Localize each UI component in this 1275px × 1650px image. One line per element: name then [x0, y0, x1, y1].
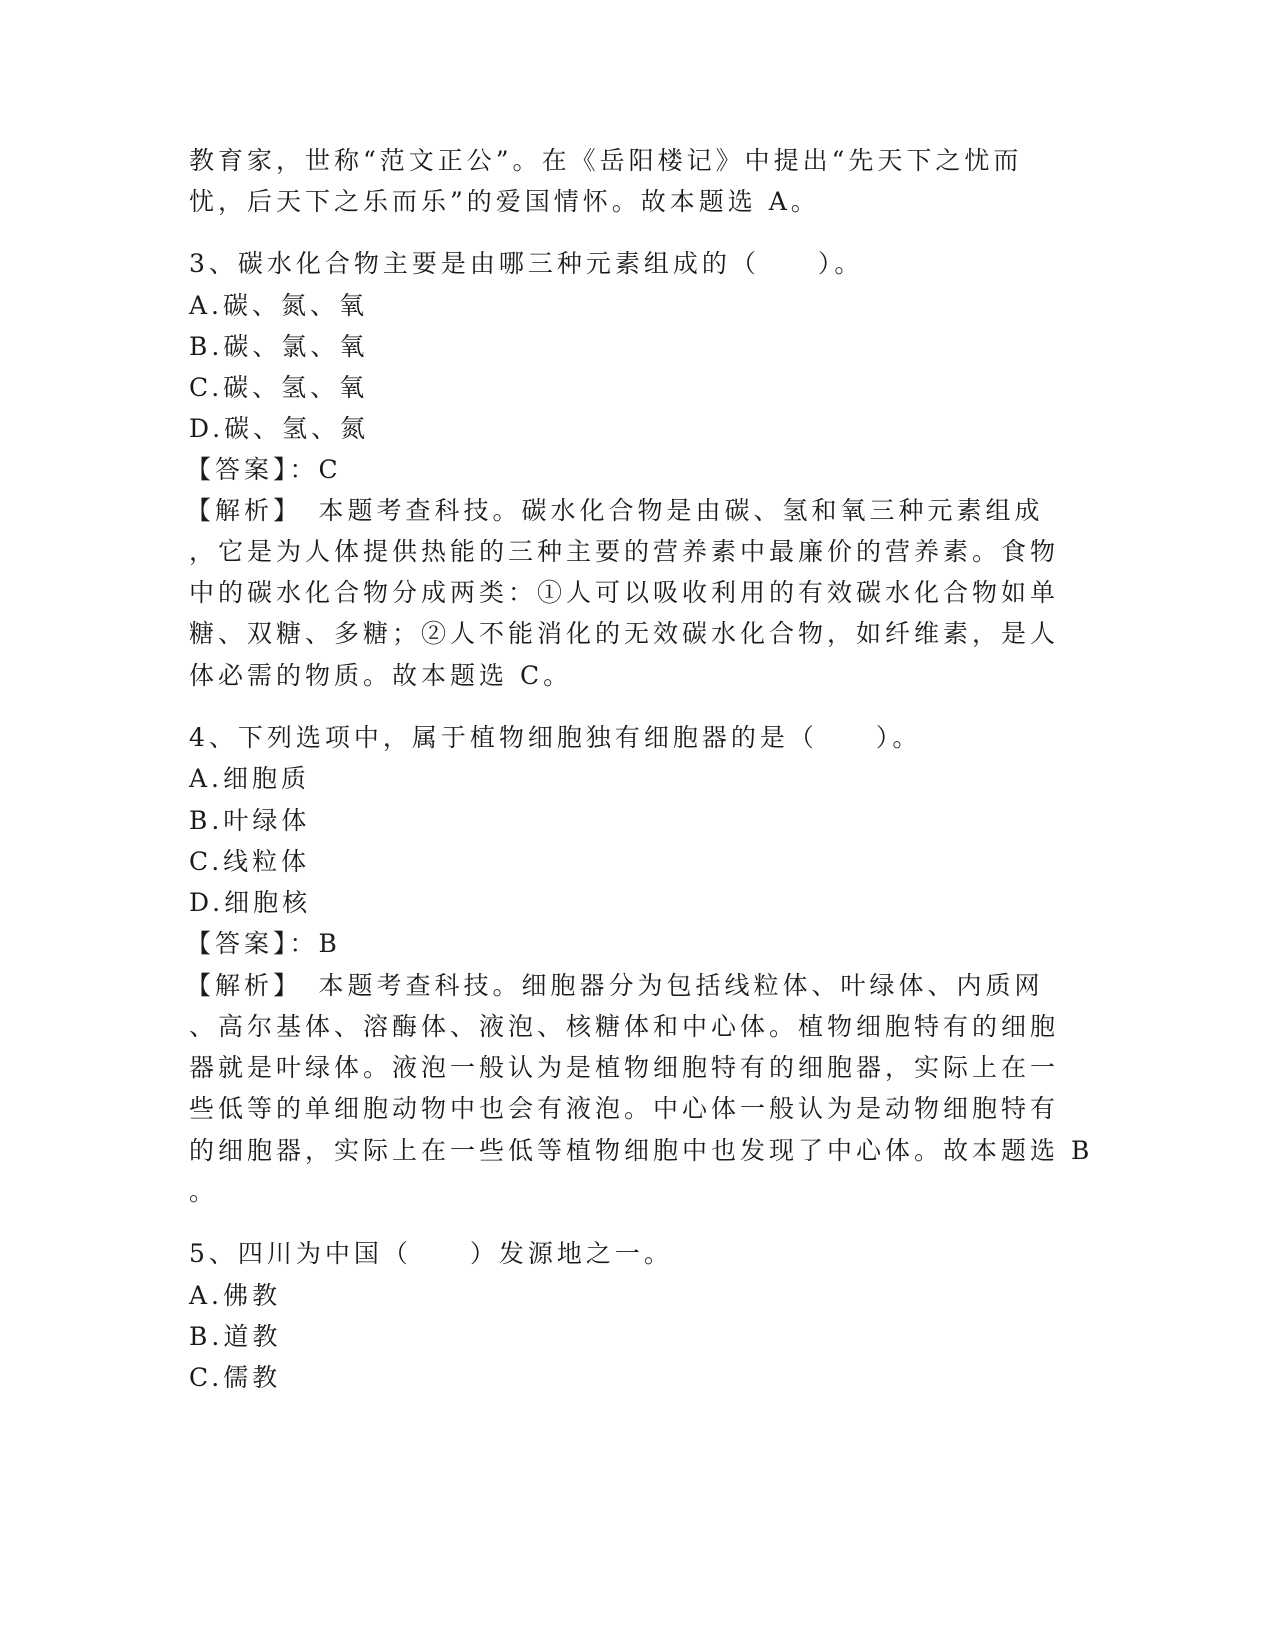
question-3-option-c: C.碳、氢、氧 — [189, 373, 369, 402]
question-4-explanation-line: 些低等的单细胞动物中也会有液泡。中心体一般认为是动物细胞特有 — [189, 1094, 1060, 1123]
question-3-option-d: D.碳、氢、氮 — [189, 414, 370, 443]
question-3-explanation-line: 体必需的物质。故本题选 C。 — [189, 661, 573, 690]
continuation-line: 忧，后天下之乐而乐”的爱国情怀。故本题选 A。 — [189, 187, 820, 216]
question-3-explanation-line: 【解析】 本题考查科技。碳水化合物是由碳、氢和氧三种元素组成 — [186, 496, 1044, 525]
question-5-stem: 5、四川为中国（ ）发源地之一。 — [189, 1239, 673, 1268]
question-4-option-d: D.细胞核 — [189, 888, 312, 917]
question-4-explanation-line: 、高尔基体、溶酶体、液泡、核糖体和中心体。植物细胞特有的细胞 — [189, 1012, 1060, 1041]
question-4-answer: 【答案】：B — [186, 929, 341, 958]
question-4-explanation-line: 。 — [189, 1177, 219, 1206]
question-4-explanation-line: 【解析】 本题考查科技。细胞器分为包括线粒体、叶绿体、内质网 — [186, 971, 1044, 1000]
question-4-option-b: B.叶绿体 — [189, 806, 311, 835]
question-5-option-c: C.儒教 — [189, 1363, 282, 1392]
question-3-option-a: A.碳、氮、氧 — [189, 291, 369, 320]
question-4-explanation-line: 器就是叶绿体。液泡一般认为是植物细胞特有的细胞器，实际上在一 — [189, 1053, 1060, 1082]
question-4-explanation-line: 的细胞器，实际上在一些低等植物细胞中也发现了中心体。故本题选 B — [189, 1136, 1094, 1165]
question-3-explanation-line: ，它是为人体提供热能的三种主要的营养素中最廉价的营养素。食物 — [189, 537, 1060, 566]
question-3-explanation-line: 中的碳水化合物分成两类：①人可以吸收利用的有效碳水化合物如单 — [189, 578, 1060, 607]
question-5-option-a: A.佛教 — [189, 1281, 282, 1310]
question-3-stem: 3、碳水化合物主要是由哪三种元素组成的（ ）。 — [189, 249, 864, 278]
question-5-option-b: B.道教 — [189, 1322, 282, 1351]
question-4-option-c: C.线粒体 — [189, 847, 311, 876]
question-3-answer: 【答案】：C — [186, 455, 342, 484]
question-4-option-a: A.细胞质 — [189, 764, 311, 793]
question-4-stem: 4、下列选项中，属于植物细胞独有细胞器的是（ ）。 — [189, 723, 922, 752]
continuation-line: 教育家，世称“范文正公”。在《岳阳楼记》中提出“先天下之忧而 — [189, 146, 1023, 175]
question-3-explanation-line: 糖、双糖、多糖；②人不能消化的无效碳水化合物，如纤维素，是人 — [189, 619, 1060, 648]
question-3-option-b: B.碳、氯、氧 — [189, 332, 369, 361]
